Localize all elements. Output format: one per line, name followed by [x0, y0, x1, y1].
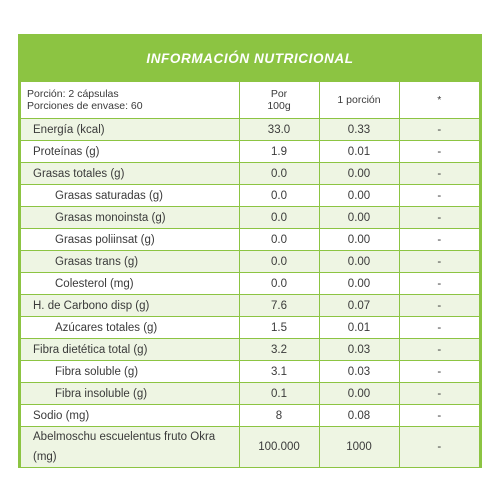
table-row: [21, 295, 479, 317]
nutrient-name: Grasas saturadas (g): [21, 185, 239, 207]
value-daily: -: [399, 383, 479, 405]
header-row: [21, 82, 479, 119]
per-portion-header: 1 porción: [319, 82, 399, 119]
value-daily: -: [399, 185, 479, 207]
value-per-100g: 33.0: [239, 119, 319, 141]
table-row: [21, 273, 479, 295]
value-daily: -: [399, 273, 479, 295]
value-per-100g: 0.1: [239, 383, 319, 405]
value-per-portion: 0.08: [319, 405, 399, 427]
value-per-portion: 0.03: [319, 361, 399, 383]
serving-size: Porción: 2 cápsulas: [27, 88, 119, 100]
value-per-100g: 1.9: [239, 141, 319, 163]
per-100g-header-line2: 100g: [267, 100, 291, 112]
table-row: [21, 339, 479, 361]
nutrient-name: Fibra soluble (g): [21, 361, 239, 383]
nutrient-name: Grasas trans (g): [21, 251, 239, 273]
value-per-100g: 0.0: [239, 185, 319, 207]
value-per-portion: 0.03: [319, 339, 399, 361]
nutrient-name: Fibra dietética total (g): [21, 339, 239, 361]
value-daily: -: [399, 229, 479, 251]
value-daily: -: [399, 339, 479, 361]
value-daily: -: [399, 141, 479, 163]
table-row: [21, 185, 479, 207]
value-per-100g: 0.0: [239, 163, 319, 185]
nutrient-name: Fibra insoluble (g): [21, 383, 239, 405]
value-per-100g: 3.1: [239, 361, 319, 383]
servings-per-container: Porciones de envase: 60: [27, 100, 143, 112]
table-row: [21, 317, 479, 339]
value-per-portion: 0.00: [319, 273, 399, 295]
value-per-100g: 1.5: [239, 317, 319, 339]
table-row: [21, 251, 479, 273]
value-per-portion: 0.00: [319, 207, 399, 229]
table-row: [21, 383, 479, 405]
value-per-100g: 0.0: [239, 251, 319, 273]
nutrient-name: Grasas monoinsta (g): [21, 207, 239, 229]
nutrition-table: [21, 81, 479, 467]
value-daily: -: [399, 405, 479, 427]
value-per-portion: 1000: [319, 427, 399, 468]
value-daily: -: [399, 207, 479, 229]
table-row: [21, 229, 479, 251]
nutrient-name: Proteínas (g): [21, 141, 239, 163]
nutrient-name: H. de Carbono disp (g): [21, 295, 239, 317]
value-daily: -: [399, 251, 479, 273]
value-daily: -: [399, 163, 479, 185]
table-row: [21, 405, 479, 427]
value-per-portion: 0.01: [319, 317, 399, 339]
nutrient-name: Sodio (mg): [21, 405, 239, 427]
value-daily: -: [399, 317, 479, 339]
nutrient-name: Colesterol (mg): [21, 273, 239, 295]
table-row: [21, 361, 479, 383]
value-daily: -: [399, 295, 479, 317]
table-row: [21, 427, 479, 468]
value-per-portion: 0.00: [319, 185, 399, 207]
value-per-portion: 0.00: [319, 383, 399, 405]
nutrition-facts-panel: [18, 34, 482, 468]
nutrient-name: Grasas totales (g): [21, 163, 239, 185]
per-100g-header-line1: Por: [270, 88, 288, 100]
table-title: INFORMACIÓN NUTRICIONAL: [21, 37, 479, 81]
nutrient-name: Grasas poliinsat (g): [21, 229, 239, 251]
value-daily: -: [399, 119, 479, 141]
table-row: [21, 163, 479, 185]
nutrient-name: Azúcares totales (g): [21, 317, 239, 339]
serving-info-cell: [21, 82, 239, 119]
value-per-portion: 0.00: [319, 229, 399, 251]
value-per-100g: 7.6: [239, 295, 319, 317]
value-per-100g: 0.0: [239, 229, 319, 251]
daily-value-header: *: [399, 82, 479, 119]
value-per-portion: 0.33: [319, 119, 399, 141]
value-per-100g: 3.2: [239, 339, 319, 361]
table-row: [21, 119, 479, 141]
value-per-100g: 0.0: [239, 273, 319, 295]
table-row: [21, 141, 479, 163]
value-per-portion: 0.00: [319, 163, 399, 185]
nutrient-name: Abelmoschu escuelentus fruto Okra (mg): [21, 427, 239, 468]
nutrient-name: Energía (kcal): [21, 119, 239, 141]
value-per-portion: 0.01: [319, 141, 399, 163]
value-daily: -: [399, 427, 479, 468]
value-per-100g: 8: [239, 405, 319, 427]
value-per-portion: 0.07: [319, 295, 399, 317]
per-100g-header: [239, 82, 319, 119]
value-per-portion: 0.00: [319, 251, 399, 273]
value-per-100g: 0.0: [239, 207, 319, 229]
table-row: [21, 207, 479, 229]
value-per-100g: 100.000: [239, 427, 319, 468]
value-daily: -: [399, 361, 479, 383]
